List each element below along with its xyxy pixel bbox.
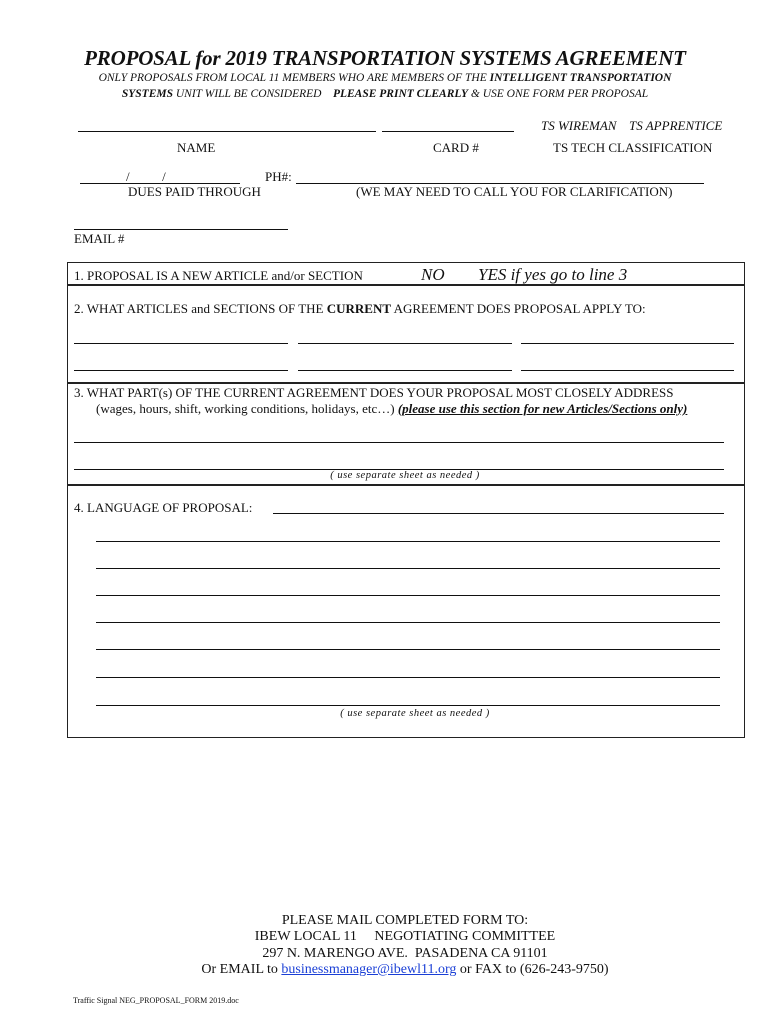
phone-label: PH#:	[265, 169, 292, 184]
dues-date-separators: / /	[126, 169, 166, 184]
eligibility-notice-line-1	[0, 72, 770, 84]
section-2-box	[67, 284, 745, 384]
name-label: NAME	[177, 140, 216, 155]
section-3-examples: (wages, hours, shift, working conditions, holidays, etc…)	[96, 401, 398, 416]
articles-field[interactable]	[298, 370, 512, 371]
document-filename: Traffic Signal NEG_PROPOSAL_FORM 2019.doc	[73, 996, 239, 1005]
eligibility-notice-line-2	[0, 88, 770, 100]
form-title: PROPOSAL for 2019 TRANSPORTATION SYSTEMS AGREEMENT	[84, 46, 686, 70]
section-2-text-end: AGREEMENT DOES PROPOSAL APPLY TO:	[391, 301, 646, 316]
classification-label: TS TECH CLASSIFICATION	[553, 140, 713, 155]
agreement-part-field[interactable]	[74, 442, 724, 443]
mail-address: 297 N. MARENGO AVE. PASADENA CA 91101	[262, 946, 548, 961]
business-manager-email-link[interactable]: businessmanager@ibewl11.org	[281, 962, 457, 977]
section-2-text: 2. WHAT ARTICLES and SECTIONS OF THE	[74, 301, 327, 316]
section-3-label: 3. WHAT PART(s) OF THE CURRENT AGREEMENT DOES YOUR PROPOSAL MOST CLOSELY ADDRESS	[74, 385, 674, 400]
ts-apprentice-option[interactable]: TS APPRENTICE	[629, 118, 723, 133]
fax-text: or FAX to (626-243-9750)	[456, 962, 609, 977]
section-2-label	[74, 301, 646, 317]
ts-wireman-option[interactable]: TS WIREMAN	[541, 118, 617, 133]
mail-instructions: PLEASE MAIL COMPLETED FORM TO:	[281, 913, 529, 928]
mail-recipient: IBEW LOCAL 11 NEGOTIATING COMMITTEE	[254, 929, 556, 944]
print-clearly-emphasis: PLEASE PRINT CLEARLY	[332, 88, 468, 100]
unit-text: UNIT WILL BE CONSIDERED	[173, 88, 322, 100]
email-label: EMAIL #	[74, 231, 125, 246]
dues-paid-label: DUES PAID THROUGH	[128, 184, 261, 199]
proposal-language-field[interactable]	[96, 568, 720, 569]
section-4-separate-sheet-note: ( use separate sheet as needed )	[340, 708, 490, 719]
section-4-label: 4. LANGUAGE OF PROPOSAL:	[74, 500, 253, 515]
card-field[interactable]	[382, 131, 514, 132]
new-article-yes-option[interactable]: YES if yes go to line 3	[478, 265, 628, 284]
section-4-box	[67, 484, 745, 738]
articles-field[interactable]	[521, 343, 734, 344]
proposal-language-field[interactable]	[273, 513, 724, 514]
articles-field[interactable]	[74, 370, 288, 371]
new-article-no-option[interactable]: NO	[421, 265, 445, 284]
proposal-language-field[interactable]	[96, 541, 720, 542]
current-emphasis: CURRENT	[326, 301, 392, 316]
systems-emphasis: SYSTEMS	[121, 88, 173, 100]
section-3-instruction: (please use this section for new Articles/Sections only)	[397, 401, 688, 416]
email-prefix: Or EMAIL to	[201, 962, 282, 977]
section-3-separate-sheet-note: ( use separate sheet as needed )	[330, 470, 480, 481]
proposal-language-field[interactable]	[96, 705, 720, 706]
card-label: CARD #	[433, 140, 479, 155]
articles-field[interactable]	[74, 343, 288, 344]
eligibility-text: ONLY PROPOSALS FROM LOCAL 11 MEMBERS WHO ARE MEMBERS OF THE	[98, 72, 490, 84]
email-fax-line	[0, 962, 770, 978]
articles-field[interactable]	[521, 370, 734, 371]
section-1-label: 1. PROPOSAL IS A NEW ARTICLE and/or SECTION	[74, 268, 363, 283]
articles-field[interactable]	[298, 343, 512, 344]
name-field[interactable]	[78, 131, 376, 132]
clarification-note: (WE MAY NEED TO CALL YOU FOR CLARIFICATION)	[356, 184, 673, 199]
one-form-text: & USE ONE FORM PER PROPOSAL	[468, 88, 649, 100]
section-3-detail	[96, 401, 687, 417]
email-field[interactable]	[74, 229, 288, 230]
eligibility-emphasis: INTELLIGENT TRANSPORTATION	[489, 72, 672, 84]
proposal-language-field[interactable]	[96, 595, 720, 596]
proposal-language-field[interactable]	[96, 677, 720, 678]
proposal-language-field[interactable]	[96, 649, 720, 650]
proposal-language-field[interactable]	[96, 622, 720, 623]
